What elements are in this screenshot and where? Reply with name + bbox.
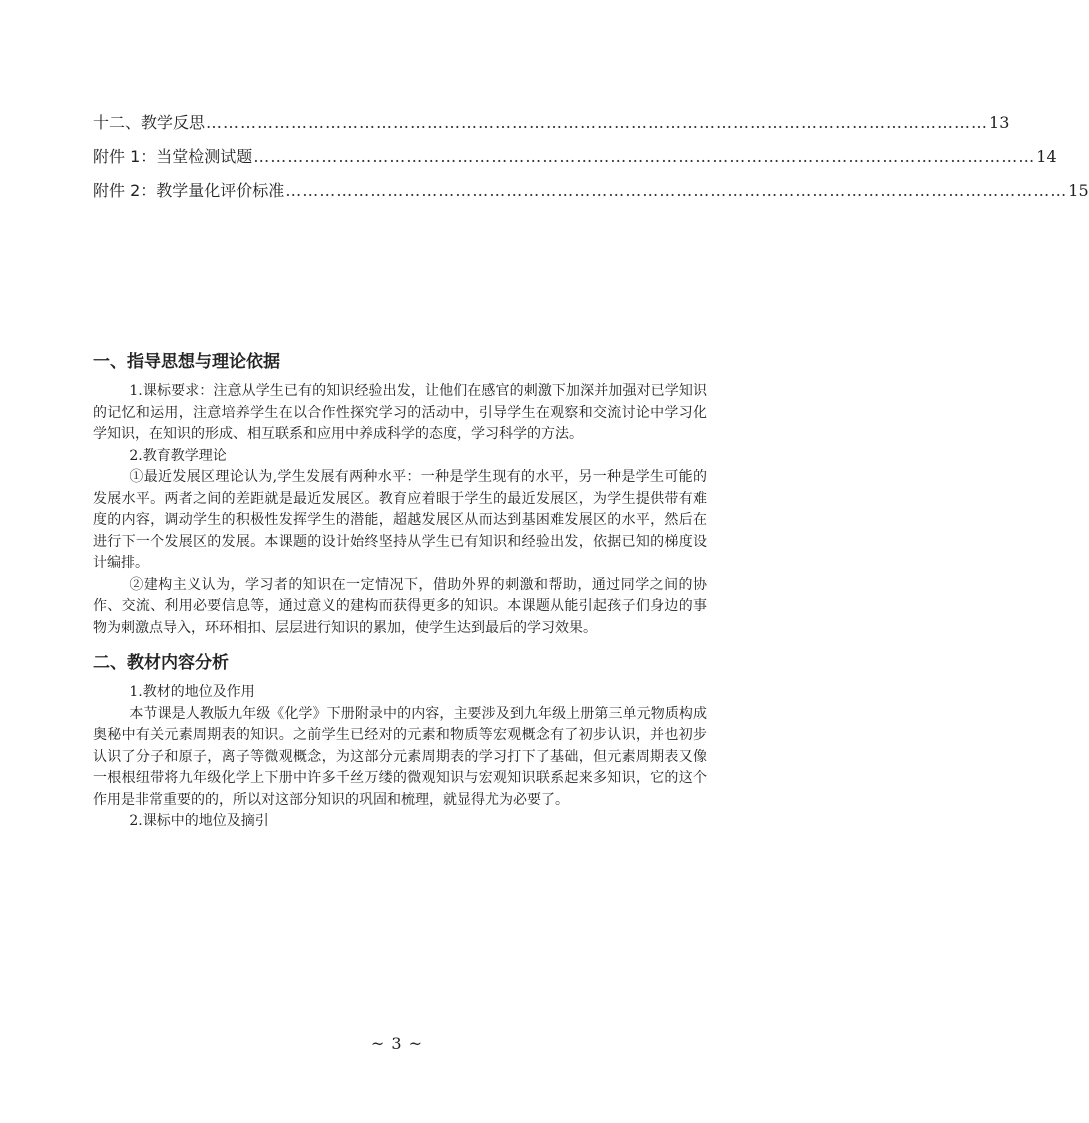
toc-entry-title: 附件 1：当堂检测试题 [93, 147, 253, 166]
table-of-contents [93, 110, 1089, 212]
toc-entry-page: 15 [1068, 181, 1089, 200]
toc-leader-dots: ………………………………………………………………………………………………………………………… [206, 113, 989, 132]
toc-entry-page: 13 [989, 113, 1010, 132]
toc-entry-page: 14 [1036, 147, 1057, 166]
toc-entry-reflection[interactable] [93, 110, 1010, 144]
paragraph-curriculum-requirements: 1.课标要求：注意从学生已有的知识经验出发，让他们在感官的刺激下加深并加强对已学知识的记忆和运用，注意培养学生在以合作性探究学习的活动中，引导学生在观察和交流讨论中学习化学知识，在知识的形成、相互联系和应用中养成科学的态度，学习科学的方法。 [93, 383, 707, 442]
toc-entry-appendix-2[interactable] [93, 178, 1089, 212]
toc-entry-title: 十二、教学反思 [93, 113, 206, 132]
subheading-textbook-role: 1.教材的地位及作用 [129, 684, 255, 700]
section-heading-textbook-analysis: 二、教材内容分析 [93, 653, 229, 673]
paragraph-constructivism: ②建构主义认为，学习者的知识在一定情况下，借助外界的刺激和帮助，通过同学之间的协作、交流、利用必要信息等，通过意义的建构而获得更多的知识。本课题从能引起孩子们身边的事物为刺激点导入，环环相扣、层层进行知识的累加，使学生达到最后的学习效果。 [93, 576, 707, 636]
subheading-curriculum-standard: 2.课标中的地位及摘引 [129, 813, 269, 829]
toc-leader-dots: ………………………………………………………………………………………………………………………… [253, 147, 1036, 166]
paragraph-zone-of-proximal-development: ①最近发展区理论认为,学生发展有两种水平：一种是学生现有的水平，另一种是学生可能的发展水平。两者之间的差距就是最近发展区。教育应着眼于学生的最近发展区，为学生提供带有难度的内容，调动学生的积极性发挥学生的潜能，超越发展区从而达到基困难发展区的水平，然后在进行下一个发展区的发展。本课题的设计始终坚持从学生已有知识和经验出发，依据已知的梯度设计编排。 [93, 469, 707, 571]
toc-leader-dots: ………………………………………………………………………………………………………………………… [285, 181, 1068, 200]
paragraph-textbook-role: 本节课是人教版九年级《化学》下册附录中的内容，主要涉及到九年级上册第三单元物质构成奥秘中有关元素周期表的知识。之前学生已经对的元素和物质等宏观概念有了初步认识，并也初步认识了分子和原子，离子等微观概念，为这部分元素周期表的学习打下了基础，但元素周期表又像一根根纽带将九年级化学上下册中许多千丝万缕的微观知识与宏观知识联系起来多知识，它的这个作用是非常重要的的，所以对这部分知识的巩固和梳理，就显得尤为必要了。 [93, 705, 707, 808]
section-heading-guiding-ideas: 一、指导思想与理论依据 [93, 352, 280, 372]
page-number: ~ 3 ~ [370, 1034, 424, 1053]
toc-entry-appendix-1[interactable] [93, 144, 1057, 178]
document-body [93, 347, 707, 833]
toc-entry-title: 附件 2：教学量化评价标准 [93, 181, 285, 200]
subheading-education-theory: 2.教育教学理论 [129, 447, 227, 464]
